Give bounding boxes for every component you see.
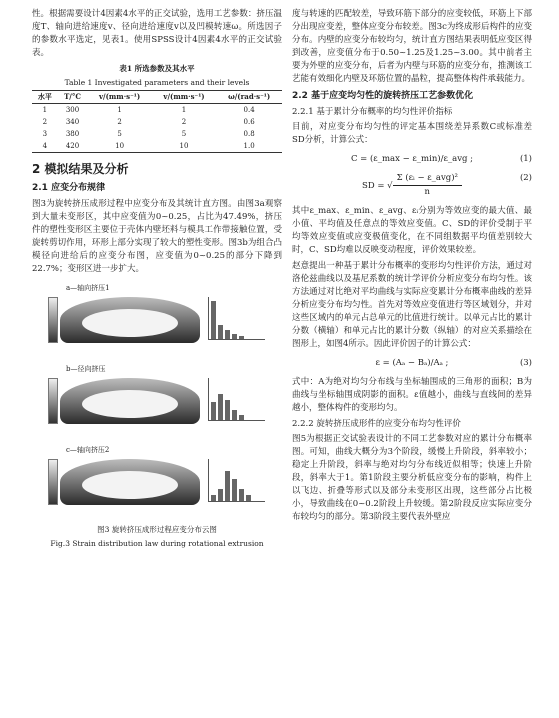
body-paragraph: 其中ε_max、ε_min、ε_avg、εᵢ分别为等效应变的最大值、最小值、平均值及任意点的等效应变值。C、SD的评价受制于平均等效应变值或应变极值变化，在不同组数据平均值差别较大时，C、SD均难以反映变动程度，评价效果较差。 [292, 206, 532, 255]
table-cell: 4 [42, 142, 48, 150]
table-row [32, 140, 282, 153]
table-cell: 2 [181, 118, 187, 126]
equation-lhs: SD = [362, 181, 385, 191]
strain-histogram [208, 297, 265, 340]
table-cell: 0.6 [243, 118, 255, 126]
subsection-title: 2.2 基于应变均匀性的旋转挤压工艺参数优化 [292, 91, 474, 101]
figure-a-image [32, 297, 282, 355]
figure-a-label: a—轴向挤压1 [66, 284, 110, 292]
table-header: v/(mm·s⁻¹) [163, 92, 205, 101]
table-title-en: Table 1 Investigated parameters and their levels [64, 78, 250, 87]
table-cell: 2 [117, 118, 122, 126]
table-cell: 3 [42, 130, 48, 138]
equation-number: (1) [519, 154, 532, 164]
table-cell: 420 [65, 142, 80, 150]
table-cell: 340 [65, 118, 80, 126]
table-row [32, 104, 282, 117]
left-column [32, 8, 282, 551]
body-paragraph: 图3为旋转挤压成形过程中应变分布及其统计直方图。由图3a观察到大量未变形区，其中应变值为0~0.25，占比为47.49%，挤压件的塑性变形区主要位于壳体内壁坯料与模具工作带接触位置，受旋转剪切作用，环形上部分实现了较大的塑性变形。图3b为组合凸模径向进给后的应变分布图，应变值为0~0.25的部分下降到22.7%；变形区进一步扩大。 [32, 199, 282, 274]
table-cell: 1 [117, 106, 122, 114]
equation-text: C = (ε_max − ε_min)/ε_avg ; [350, 154, 474, 164]
table-row [32, 116, 282, 128]
strain-contour-image [60, 297, 200, 343]
strain-histogram [208, 378, 265, 421]
table-cell: 10 [115, 142, 125, 150]
body-paragraph: 式中：A为绝对均匀分布线与坐标轴围成的三角形的面积；B为曲线与坐标轴围成阴影的面积。ε值越小，曲线与直线间的差异越小，整体构件的变形均匀。 [292, 377, 532, 413]
color-legend [48, 378, 58, 424]
sub-subsection-title: 2.2.1 基于累计分布概率的均匀性评价指标 [292, 107, 453, 117]
table-header: ω/(rad·s⁻¹) [228, 92, 271, 101]
table-cell: 300 [65, 106, 80, 114]
table-cell: 0.8 [243, 130, 255, 138]
body-paragraph: 目前，对应变分布均匀性的评定基本围绕差异系数C或标准差SD分析，计算公式： [292, 122, 532, 145]
table-header-row [32, 91, 282, 104]
figure-caption-cn: 图3 旋转挤压成形过程应变分布云图 [97, 525, 217, 534]
table-header: T/°C [64, 92, 81, 101]
section-title: 2 模拟结果及分析 [32, 162, 129, 176]
figure-b-label: b—径向挤压 [66, 365, 106, 373]
table-cell: 10 [179, 142, 189, 150]
intro-paragraph: 性。根据需要设计4因素4水平的正交试验，选用工艺参数：挤压温度T、轴向进给速度v、径向进给速度v以及凹模转速ω。所选因子的参数水平选定，见表1。使用SPSS设计4因素4水平的正交试验表。 [32, 9, 282, 58]
parameter-table [32, 90, 282, 153]
subsection-title: 2.1 应变分布规律 [32, 183, 106, 193]
equation-number: (3) [519, 358, 532, 368]
strain-contour-image [60, 459, 200, 505]
right-column [292, 8, 532, 527]
table-cell: 5 [181, 130, 187, 138]
body-paragraph: 图5为根据正交试验表设计的不同工艺参数对应的累计分布概率图。可知，曲线大概分为3个阶段，缓慢上升阶段，斜率较小；稳定上升阶段，斜率与绝对均匀分布线近似相等；快速上升阶段，斜率大于1。第1阶段主要分析低应变分布的影响，构件上以飞边、折叠等形式以及部分未变形区出现，这些部分占比极小，导致曲线在0~0.2阶段上升较缓。第2阶段反应实际应变分布较均匀的部分。第3阶段主要代表外壁应 [292, 434, 532, 522]
sub-subsection-title: 2.2.2 旋转挤压成形件的应变分布均匀性评价 [292, 419, 461, 429]
table-cell: 2 [42, 118, 48, 126]
figure-c-label: c—轴向挤压2 [66, 446, 110, 454]
figure-c-image [32, 459, 282, 517]
equation-2: SD = √ Σ (εᵢ − ε_avg)² n (2) [362, 173, 532, 197]
strain-histogram [208, 459, 265, 502]
table-cell: 380 [65, 130, 80, 138]
equation-3 [292, 357, 532, 370]
table-cell: 1.0 [243, 142, 255, 150]
table-cell: 1 [42, 106, 48, 114]
table-row [32, 128, 282, 140]
color-legend [48, 297, 58, 343]
equation-denominator: n [424, 187, 431, 197]
table-header: v/(mm·s⁻¹) [98, 92, 141, 101]
equation-text: ε = (Aₐ − Bₐ)/Aₐ ; [375, 358, 449, 368]
equation-1 [292, 153, 532, 166]
body-paragraph: 度与转速的匹配较差，导致环筋下部分的应变较低，环筋上下部分出现应变差，整体应变分布较差。图3c为终成形后构件的应变分布。内壁的应变分布较均匀，统计直方图结果表明低应变区得到改善，应变值分布于0.50~1.25及1.25~3.00。其中前者主要为外壁的应变分布，后者为内壁与环筋的应变分布，推测该工艺能有效细化内壁及环筋位置的晶粒，提高整体构件承载能力。 [292, 9, 532, 84]
table-title-cn: 表1 所选参数及其水平 [119, 64, 195, 73]
equation-number: (2) [519, 173, 532, 183]
figure-b-image [32, 378, 282, 436]
table-cell: 1 [181, 106, 187, 114]
equation-numerator: Σ (εᵢ − ε_avg)² [393, 172, 462, 186]
equation-fraction [393, 172, 462, 199]
table-cell: 0.4 [243, 106, 255, 114]
color-legend [48, 459, 58, 505]
table-cell: 5 [117, 130, 122, 138]
body-paragraph: 赵意提出一种基于累计分布概率的变形均匀性评价方法，通过对洛伦兹曲线以及基尼系数的统计学评价分析应变分布均匀性。该方法通过对比绝对平均曲线与实际应变累计分布概率曲线的差异分析应变分布均匀性。首先对等效应变值进行等区域划分，并对这些区域内的单元占总单元的比值进行统计。以单元占比的累计分数（横轴）和单元占比的累计分数（纵轴）的对应关系描绘在图形上，如图4所示。因此评价因子的计算公式： [292, 261, 532, 349]
table-header: 水平 [37, 92, 52, 101]
strain-contour-image [60, 378, 200, 424]
figure-caption-en: Fig.3 Strain distribution law during rotational extrusion [50, 539, 264, 548]
